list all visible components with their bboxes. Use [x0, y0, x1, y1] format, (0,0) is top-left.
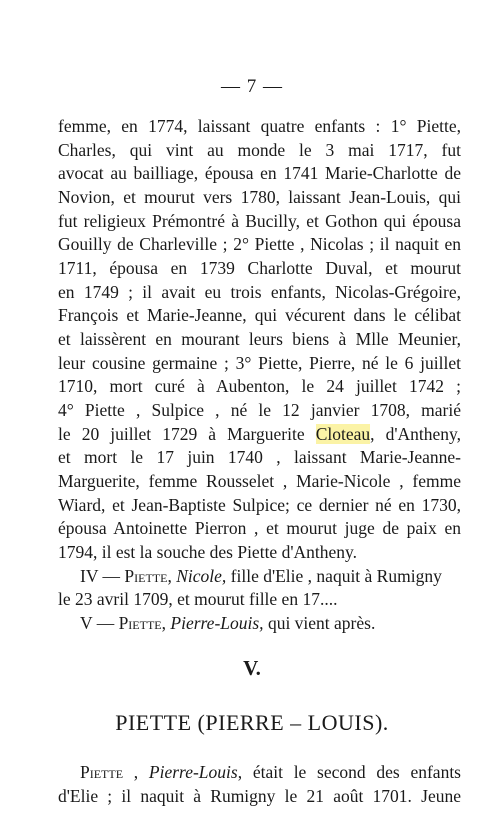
text-line: Charles, qui vint au monde le 3 mai 1717, fut: [58, 140, 461, 160]
text-line: d'Elie ; il naquit à Rumigny le 21 août 1701. Jeune: [58, 786, 461, 806]
entry-text: fille d'Elie , naquit à Rumigny: [226, 566, 442, 586]
entry-surname: Piette,: [124, 566, 172, 586]
text-line: en 1749 ; il avait eu trois enfants, Nicolas-Grégoire,: [58, 282, 461, 302]
text-segment: , d'Antheny,: [370, 424, 461, 444]
text-line: épousa Antoinette Pierron , et mourut juge de paix en: [58, 518, 461, 538]
text-line: et mort le 17 juin 1740 , laissant Marie-Jeanne-: [58, 447, 461, 467]
text-line: 1710, mort curé à Aubenton, le 24 juillet 1742 ;: [58, 376, 461, 396]
text-line: fut religieux Prémontré à Bucilly, et Gothon qui épousa: [58, 211, 461, 231]
entry-surname: Piette: [80, 762, 124, 782]
text-line: [58, 422, 461, 446]
text-line: leur cousine germaine ; 3° Piette, Pierre, né le 6 juillet: [58, 353, 461, 373]
entry-given-name: Pierre-Louis,: [170, 613, 264, 633]
text-line: 4° Piette , Sulpice , né le 12 janvier 1708, marié: [58, 400, 461, 420]
entry-surname: Piette,: [118, 613, 167, 633]
entry-given-name: Pierre-Louis: [148, 762, 238, 782]
text-line: [80, 760, 461, 784]
section-title: PIETTE (PIERRE – LOUIS).: [115, 710, 389, 735]
highlighted-word: Cloteau: [315, 424, 371, 444]
text-line: 1711, épousa en 1739 Charlotte Duval, et mourut: [58, 258, 461, 278]
text-line: Wiard, et Jean-Baptiste Sulpice; ce dernier né en 1730,: [58, 495, 461, 515]
entry-lead: IV —: [80, 566, 125, 586]
text-line: avocat au bailliage, épousa en 1741 Marie-Charlotte de: [58, 163, 461, 183]
text-segment: , était le second des enfants: [237, 762, 461, 782]
text-line: François et Marie-Jeanne, qui vécurent dans le célibat: [58, 305, 461, 325]
section-numeral: V.: [243, 656, 261, 680]
text-line: Novion, et mourut vers 1780, laissant Jean-Louis, qui: [58, 187, 461, 207]
text-line: 1794, il est la souche des Piette d'Antheny.: [58, 542, 357, 562]
entry-text: qui vient après.: [263, 613, 376, 633]
entry-lead: V —: [80, 613, 119, 633]
text-line: Gouilly de Charleville ; 2° Piette , Nicolas ; il naquit en: [58, 234, 461, 254]
entry-v: [80, 611, 461, 635]
text-line: le 23 avril 1709, et mourut fille en 17....: [58, 589, 338, 609]
entry-given-name: Nicole,: [176, 566, 227, 586]
text-line: et laissèrent en mourant leurs biens à Mlle Meunier,: [58, 329, 461, 349]
text-line: femme, en 1774, laissant quatre enfants : 1° Piette,: [58, 116, 461, 136]
entry-iv: [80, 564, 461, 588]
text-line: Marguerite, femme Rousselet , Marie-Nicole , femme: [58, 471, 461, 491]
text-segment: le 20 juillet 1729 à Marguerite: [58, 424, 316, 444]
text-segment: ,: [123, 762, 149, 782]
page-number: — 7 —: [221, 76, 283, 97]
